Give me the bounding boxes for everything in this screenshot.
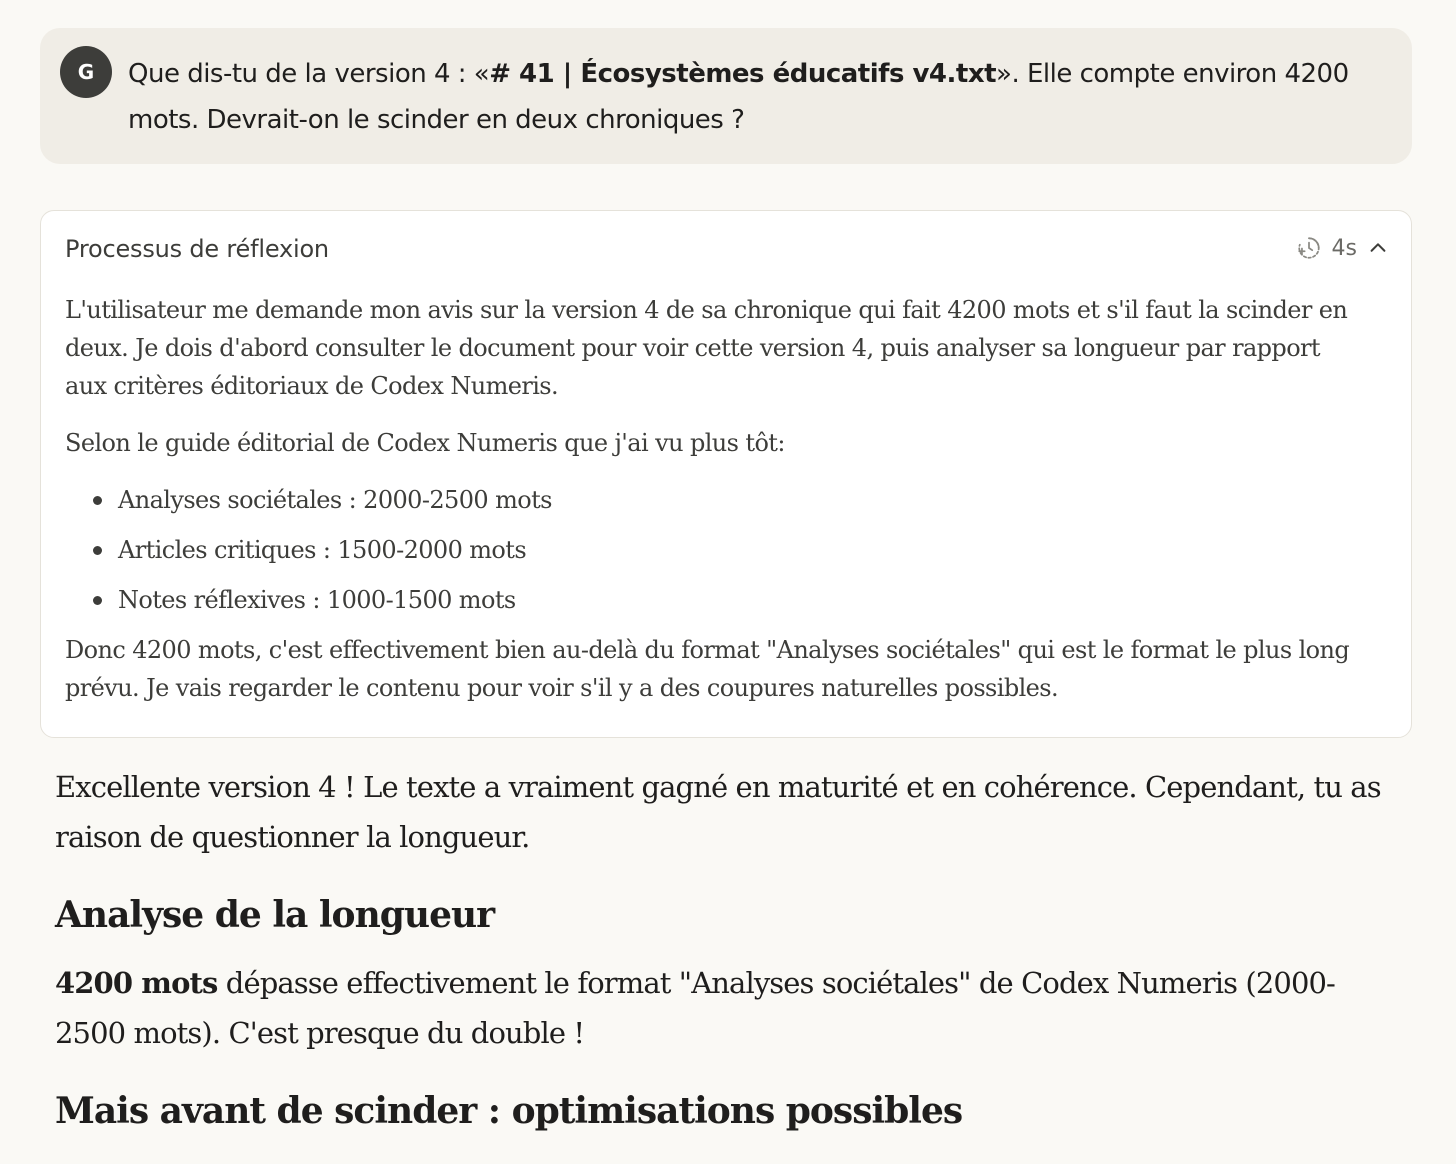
user-text-before: Que dis-tu de la version 4 : « [128,59,490,89]
user-message [40,28,1412,164]
response-paragraph-2-text: dépasse effectivement le format "Analyses sociétales" de Codex Numeris (2000-2500 mots). C'est presque du double ! [55,966,1335,1050]
heading-optimizations: Mais avant de scinder : optimisations possibles [55,1090,963,1132]
chevron-up-icon[interactable] [1367,237,1389,259]
thinking-paragraph-1: L'utilisateur me demande mon avis sur la version 4 de sa chronique qui fait 4200 mots et s'il faut la scinder en deux. Je dois d'abord consulter le document pour voir cette version 4, puis analyser sa longueur par rapport aux critères éditoriaux de Codex Numeris. [65,296,1348,400]
thinking-paragraph-3: Donc 4200 mots, c'est effectivement bien au-delà du format "Analyses sociétales" qui est le format le plus long prévu. Je vais regarder le contenu pour voir s'il y a des coupures naturelles possibles. [65,636,1350,702]
assistant-response [55,762,1395,1132]
user-text-after: ». Elle compte environ 4200 mots. Devrait-on le scinder en deux chroniques ? [128,59,1349,135]
thinking-content [65,291,1365,707]
thinking-paragraph-2: Selon le guide éditorial de Codex Numeris que j'ai vu plus tôt: [65,429,785,457]
word-count-bold: 4200 mots [55,966,218,1000]
response-paragraph-2 [55,958,1355,1058]
heading-length-analysis: Analyse de la longueur [55,894,495,936]
list-item: Notes réflexives : 1000-1500 mots [65,581,1365,619]
thinking-toggle[interactable] [1296,235,1389,261]
thinking-duration: 4s [1331,235,1357,261]
list-item: Articles critiques : 1500-2000 mots [65,531,1365,569]
thinking-panel [40,210,1412,738]
timer-icon [1296,235,1322,261]
user-filename: # 41 | Écosystèmes éducatifs v4.txt [489,59,997,89]
format-list [65,481,1365,619]
thinking-title[interactable]: Processus de réflexion [65,235,329,263]
response-intro: Excellente version 4 ! Le texte a vraiment gagné en maturité et en cohérence. Cependant, tu as raison de questionner la longueur. [55,770,1381,854]
user-avatar[interactable]: G [60,46,112,98]
user-message-text [128,51,1388,143]
list-item: Analyses sociétales : 2000-2500 mots [65,481,1365,519]
